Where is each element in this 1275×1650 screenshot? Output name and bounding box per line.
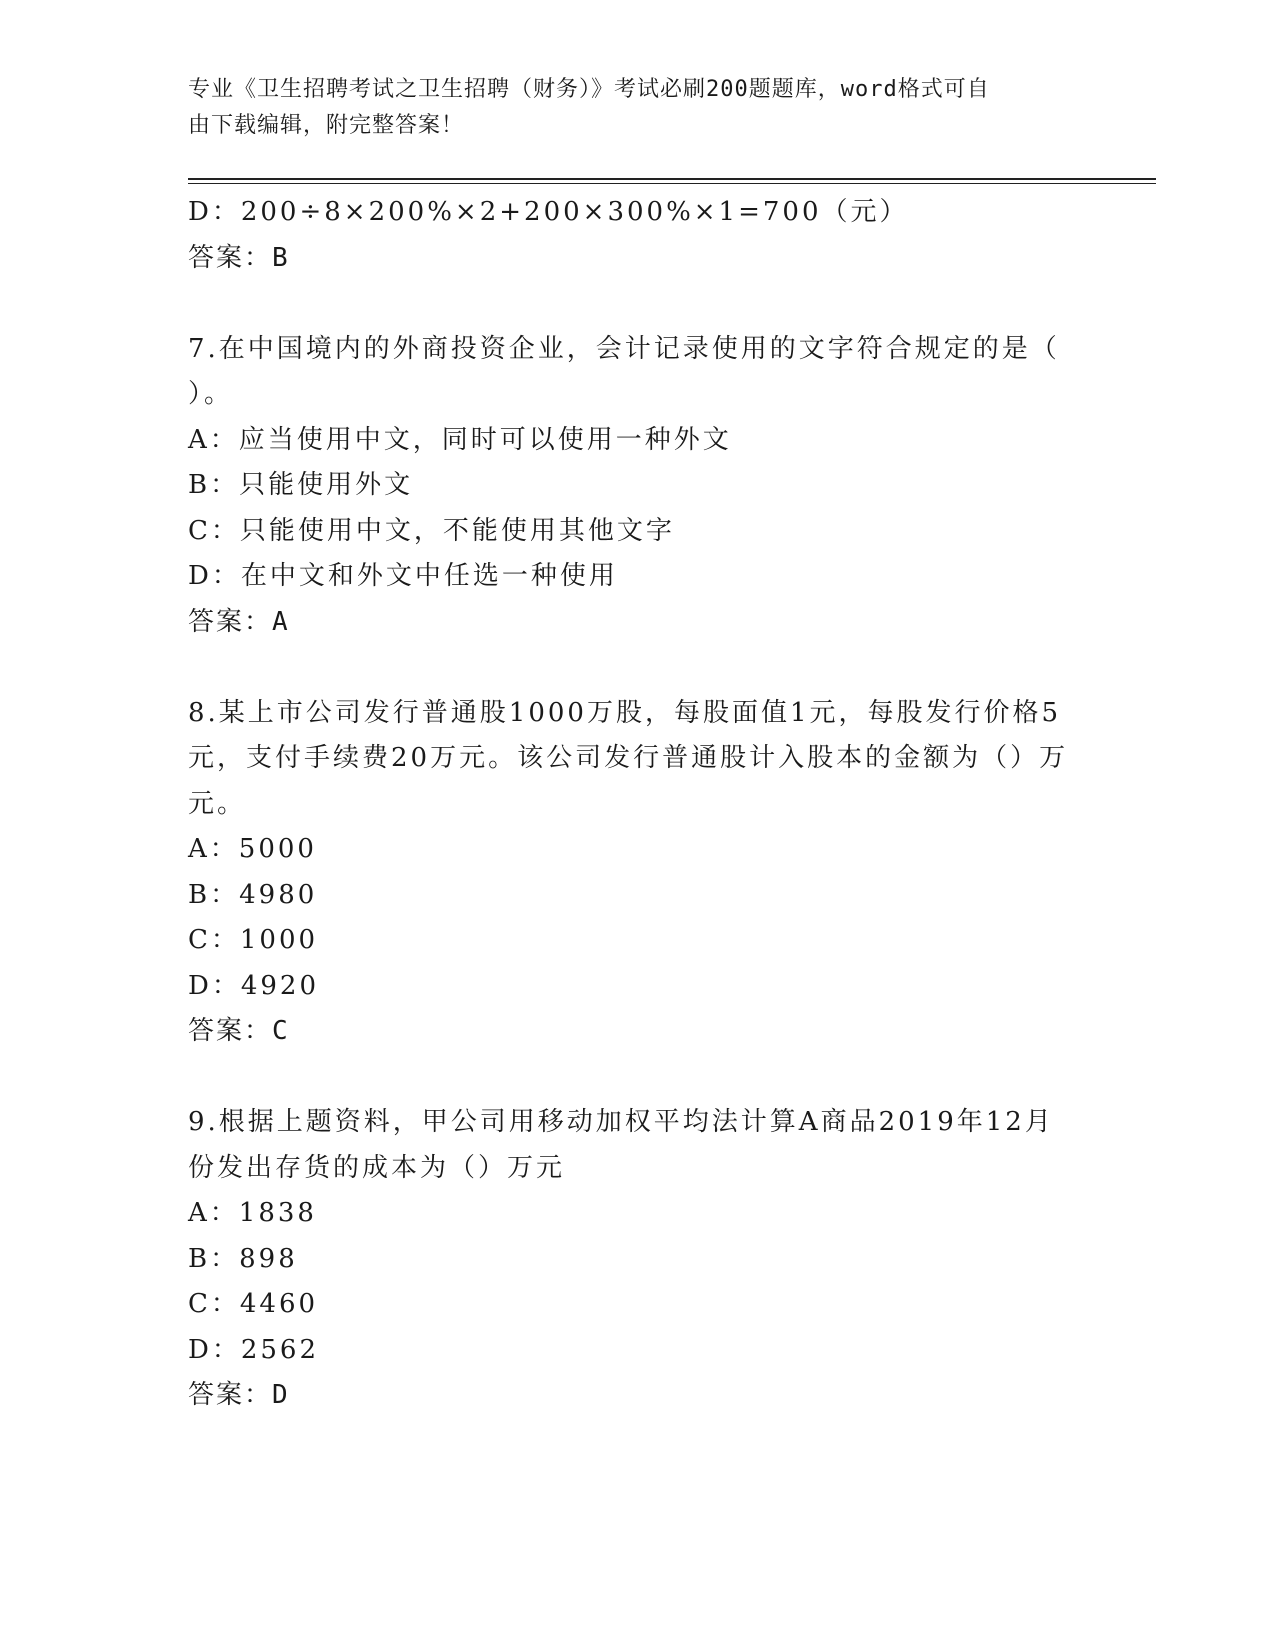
option-a: A：1838 [188, 1198, 317, 1228]
header-line-2: 由下载编辑，附完整答案！ [188, 113, 465, 138]
answer-line: 答案：A [188, 606, 290, 637]
question-8 [188, 691, 1068, 1055]
question-7 [188, 327, 1068, 646]
option-a: A：应当使用中文，同时可以使用一种外文 [188, 424, 732, 455]
option-c: C：1000 [188, 925, 319, 955]
option-c: C：4460 [188, 1289, 319, 1319]
question-9 [188, 1100, 1068, 1419]
question-stem-line: 份发出存货的成本为（）万元 [188, 1152, 566, 1183]
previous-question-tail [188, 190, 1068, 281]
question-content [188, 190, 1068, 1419]
option-c: C：只能使用中文，不能使用其他文字 [188, 515, 675, 546]
spacer [188, 645, 1068, 691]
spacer [188, 281, 1068, 327]
answer-line: 答案：D [188, 1380, 290, 1410]
document-header [188, 72, 1068, 144]
answer-line: 答案：B [188, 242, 290, 273]
option-b: B：只能使用外文 [188, 470, 414, 500]
option-a: A：5000 [188, 834, 317, 864]
option-b: B：898 [188, 1243, 298, 1274]
option-d: D：200÷8×200%×2+200×300%×1=700（元） [188, 197, 909, 227]
question-stem-line: 8.某上市公司发行普通股1000万股，每股面值1元，每股发行价格5 [188, 697, 1062, 728]
question-stem-line: 元。 [188, 788, 247, 819]
question-stem-line: ）。 [188, 379, 234, 409]
question-stem-line: 元，支付手续费20万元。该公司发行普通股计入股本的金额为（）万 [188, 743, 1069, 773]
header-divider-thick [188, 178, 1156, 180]
spacer [188, 1055, 1068, 1101]
header-line-1: 专业《卫生招聘考试之卫生招聘（财务）》考试必刷200题题库，word格式可自 [188, 77, 990, 102]
option-d: D：在中文和外文中任选一种使用 [188, 561, 618, 591]
question-stem-line: 9.根据上题资料，甲公司用移动加权平均法计算A商品2019年12月 [188, 1107, 1054, 1137]
answer-line: 答案：C [188, 1016, 290, 1046]
question-stem-line: 7.在中国境内的外商投资企业，会计记录使用的文字符合规定的是（ [188, 333, 1060, 364]
option-d: D：4920 [188, 970, 320, 1001]
header-divider-thin [188, 183, 1156, 184]
option-d: D：2562 [188, 1334, 320, 1365]
option-b: B：4980 [188, 879, 318, 910]
